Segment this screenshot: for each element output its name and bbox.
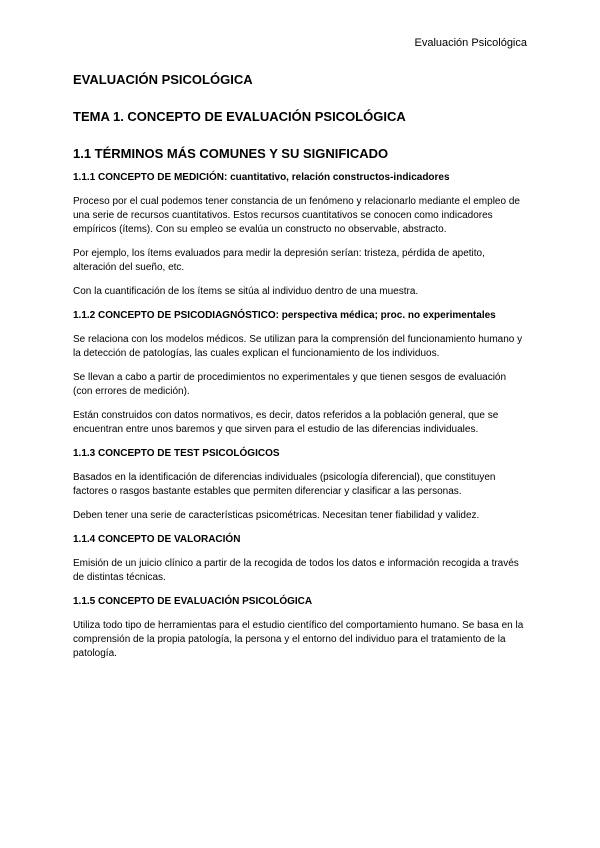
document-body bbox=[73, 72, 528, 671]
running-header: Evaluación Psicológica bbox=[414, 37, 527, 49]
paragraph: Basados en la identificación de diferencias individuales (psicología diferencial), que constituyen factores o rasgos bastante estables que permiten diferenciar y clasificar a las personas. bbox=[73, 472, 496, 497]
paragraph: Utiliza todo tipo de herramientas para el estudio científico del comportamiento humano. Se basa en la comprensión de la propia patología, la persona y el entorno del individuo para el tratamiento de la patología. bbox=[73, 620, 524, 659]
paragraph: Proceso por el cual podemos tener constancia de un fenómeno y relacionarlo mediante el empleo de una serie de recursos cuantitativos. Estos recursos cuantitativos se conocen como indicadores empíricos (ítems). Con su empleo se evalúa un constructo no observable, abstracto. bbox=[73, 196, 520, 235]
subsection-heading-test: 1.1.3 CONCEPTO DE TEST PSICOLÓGICOS bbox=[73, 448, 280, 459]
subsection-heading-evaluacion: 1.1.5 CONCEPTO DE EVALUACIÓN PSICOLÓGICA bbox=[73, 596, 313, 607]
paragraph: Se relaciona con los modelos médicos. Se utilizan para la comprensión del funcionamiento humano y la detección de patologías, las cuales explican el funcionamiento de los individuos. bbox=[73, 334, 523, 359]
subsection-heading-medicion: 1.1.1 CONCEPTO DE MEDICIÓN: cuantitativo, relación constructos-indicadores bbox=[73, 172, 450, 183]
paragraph: Con la cuantificación de los ítems se sitúa al individuo dentro de una muestra. bbox=[73, 286, 419, 297]
paragraph: Se llevan a cabo a partir de procedimientos no experimentales y que tienen sesgos de evaluación (con errores de medición). bbox=[73, 372, 507, 397]
document-title: EVALUACIÓN PSICOLÓGICA bbox=[73, 72, 253, 87]
subsection-heading-valoracion: 1.1.4 CONCEPTO DE VALORACIÓN bbox=[73, 534, 241, 545]
paragraph: Deben tener una serie de características psicométricas. Necesitan tener fiabilidad y validez. bbox=[73, 510, 480, 521]
subsection-heading-psicodiagnostico: 1.1.2 CONCEPTO DE PSICODIAGNÓSTICO: perspectiva médica; proc. no experimentales bbox=[73, 310, 496, 321]
paragraph: Emisión de un juicio clínico a partir de la recogida de todos los datos e información recogida a través de distintas técnicas. bbox=[73, 558, 519, 583]
chapter-heading: TEMA 1. CONCEPTO DE EVALUACIÓN PSICOLÓGICA bbox=[73, 109, 406, 124]
paragraph: Por ejemplo, los ítems evaluados para medir la depresión serían: tristeza, pérdida de apetito, alteración del sueño, etc. bbox=[73, 248, 485, 273]
paragraph: Están construidos con datos normativos, es decir, datos referidos a la población general, que se encuentran entre unos baremos y que sirven para el estudio de las diferencias individuales. bbox=[73, 410, 499, 435]
section-heading: 1.1 TÉRMINOS MÁS COMUNES Y SU SIGNIFICADO bbox=[73, 146, 389, 161]
